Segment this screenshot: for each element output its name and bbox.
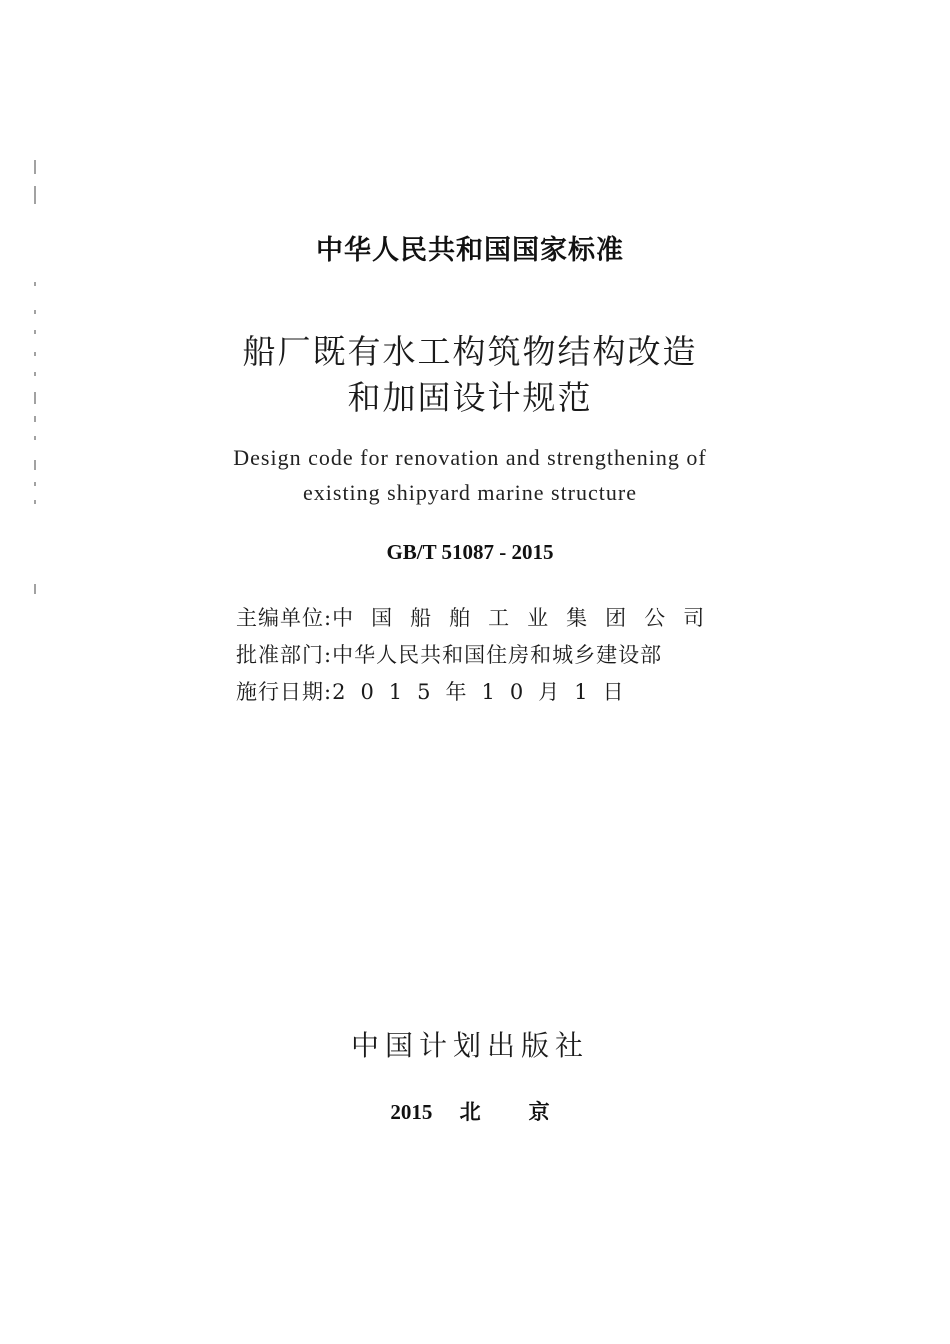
standard-category: 中华人民共和国国家标准	[316, 235, 624, 266]
info-row-approver	[236, 635, 716, 672]
title-en-line1: Design code for renovation and strengthening of	[233, 445, 707, 470]
info-label-approver: 批准部门:	[236, 642, 333, 667]
title-cn-line2: 和加固设计规范	[347, 378, 593, 417]
standard-number: GB/T 51087 - 2015	[386, 540, 554, 564]
publication-line	[0, 1096, 940, 1126]
info-value-approver: 中华人民共和国住房和城乡建设部	[332, 642, 663, 667]
info-row-editor	[236, 598, 723, 635]
info-label-editor: 主编单位:	[236, 605, 333, 630]
publisher-name: 中国计划出版社	[350, 1029, 589, 1062]
publication-city: 北京	[459, 1100, 598, 1124]
info-label-effective-date: 施行日期:	[236, 679, 333, 704]
info-value-effective-date: 2015年10月1日	[332, 679, 639, 704]
title-en-line2: existing shipyard marine structure	[303, 480, 637, 505]
info-row-effective-date	[236, 672, 716, 709]
info-value-editor: 中国船舶工业集团公司	[332, 605, 723, 630]
title-cn-line1: 船厂既有水工构筑物结构改造	[242, 332, 698, 371]
publication-year: 2015	[390, 1100, 433, 1124]
info-block	[236, 598, 723, 709]
